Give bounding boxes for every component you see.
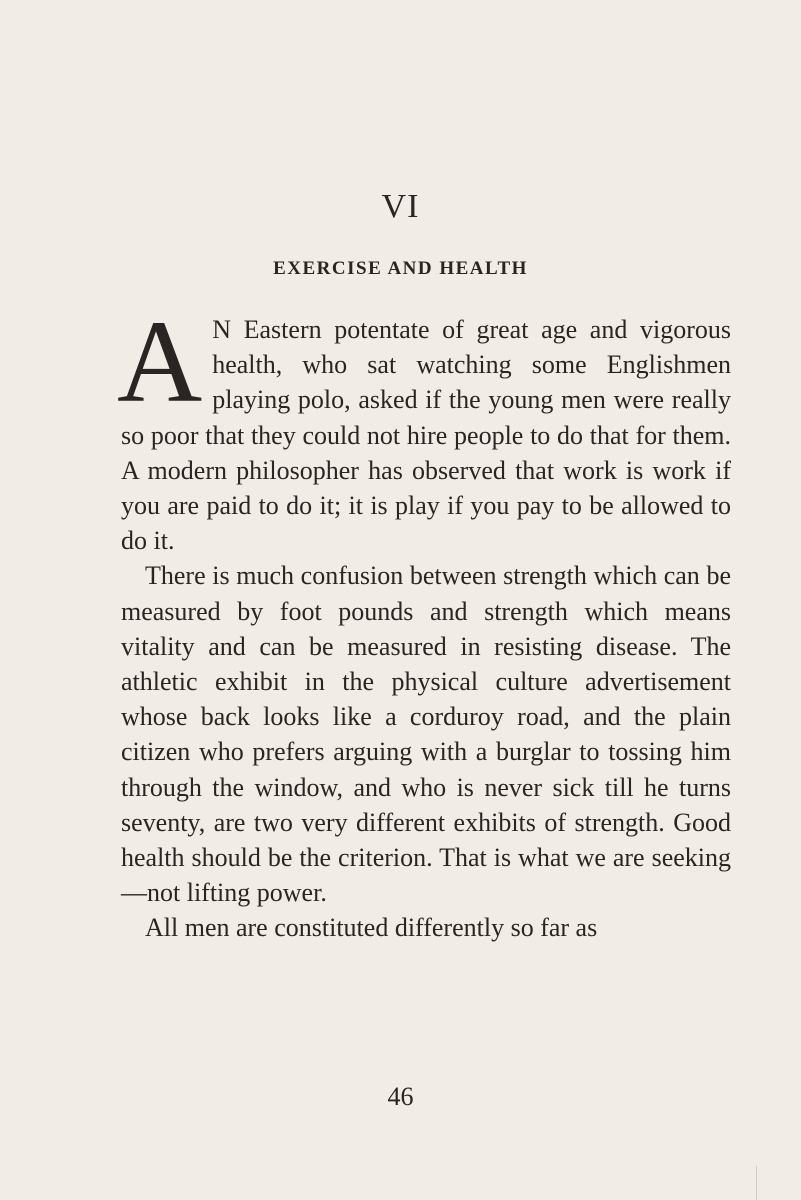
paragraph-2: There is much confusion between strength which can be measured by foot pounds and strength which means vitality and can be measured in resisting disease. The athletic exhibit in the physical culture advertisement whose back looks like a corduroy road, and the plain citizen who prefers arguing with a burglar to tossing him through the window, and who is never sick till he turns seventy, are two very different exhibits of strength. Good health should be the criterion. That is what we are seeking—not lifting power. <box>121 561 731 908</box>
paragraph-1-text: N Eastern potentate of great age and vigorous health, who sat watching some Englishmen playing polo, asked if the young men were really so poor that they could not hire people to do that for them. A modern philosopher has observed that work is work if you are paid to do it; it is play if you pay to be allowed to do it. <box>121 315 731 556</box>
drop-cap-letter: A <box>117 296 203 427</box>
chapter-title: EXERCISE AND HEALTH <box>273 258 528 279</box>
page-number: 46 <box>387 1082 414 1111</box>
paragraph-3: All men are constituted differently so far as <box>145 913 598 943</box>
page-edge-mark <box>756 1166 763 1200</box>
paragraph-1 <box>117 296 731 558</box>
body-text <box>117 296 731 946</box>
chapter-number: VI <box>381 188 420 225</box>
